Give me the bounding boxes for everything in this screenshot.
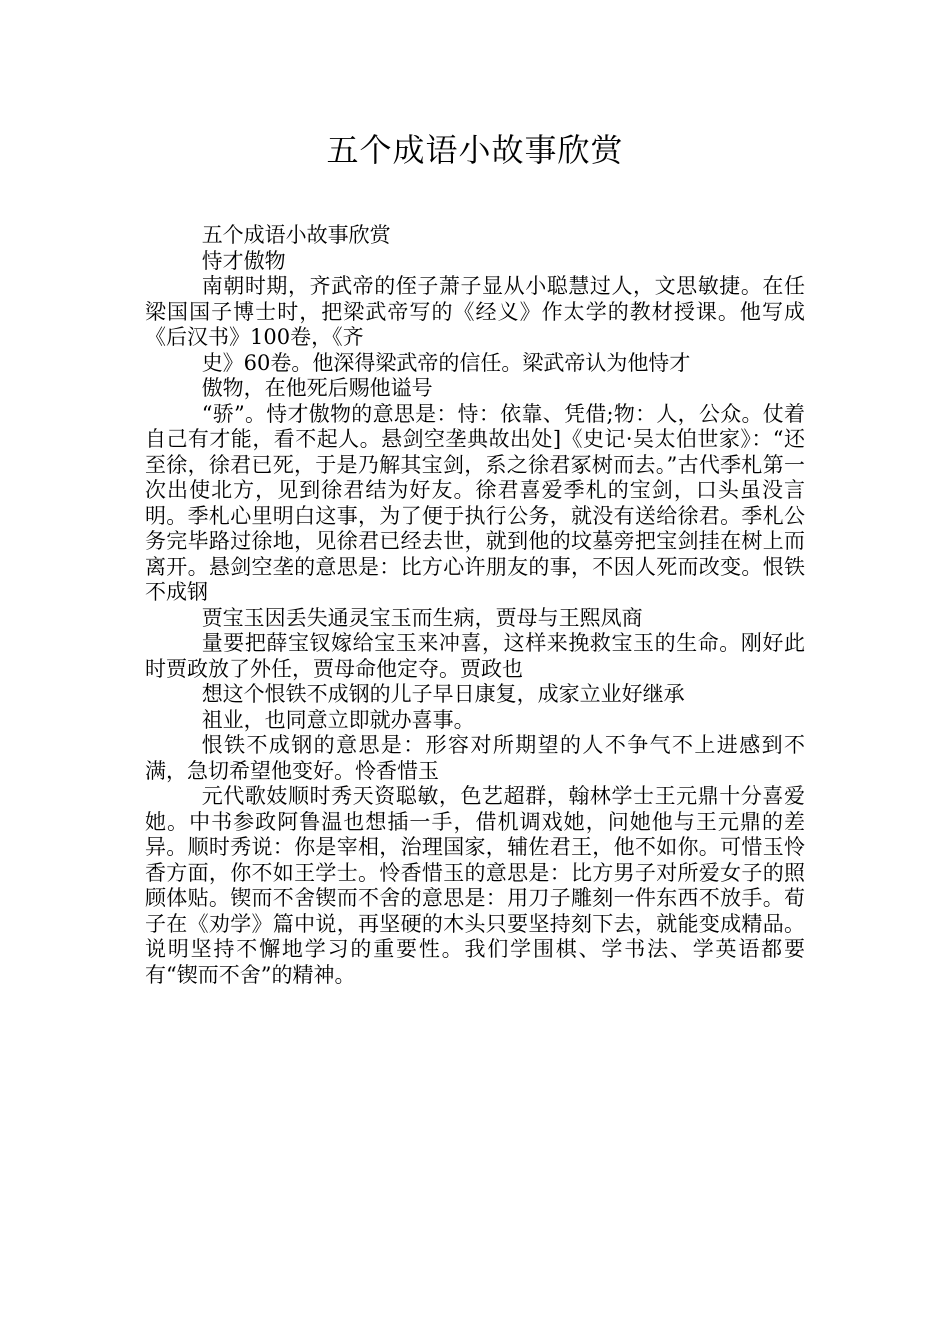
paragraph-3: 南朝时期，齐武帝的侄子萧子显从小聪慧过人，文思敏捷。在任梁国国子博士时，把梁武帝写的《经义》作太学的教材授课。他写成《后汉书》100卷，《齐 bbox=[145, 274, 805, 349]
paragraph-5: 傲物，在他死后赐他谥号 bbox=[201, 376, 433, 400]
paragraph-12: 元代歌妓顺时秀天资聪敏，色艺超群，翰林学士王元鼎十分喜爱她。中书参政阿鲁温也想插一手，借机调戏她，问她他与王元鼎的差异。顺时秀说：你是宰相，治理国家，辅佐君王，他不如你。可惜玉怜香方面，你不如王学士。怜香惜玉的意思是：比方男子对所爱女子的照顾体贴。锲而不舍锲而不舍的意思是：用刀子雕刻一件东西不放手。荀子在《劝学》篇中说，再坚硬的木头只要坚持刻下去，就能变成精品。说明坚持不懈地学习的重要性。我们学围棋、学书法、学英语都要有“锲而不舍”的精神。 bbox=[145, 784, 805, 987]
paragraph-10: 祖业，也同意立即就办喜事。 bbox=[201, 707, 475, 732]
page-title: 五个成语小故事欣赏 bbox=[326, 131, 624, 169]
paragraph-6: “骄”。恃才傲物的意思是：恃：依靠、凭借;物：人，公众。仗着自己有才能，看不起人。悬剑空垄典故出处]《史记·吴太伯世家》：“还至徐，徐君已死，于是乃解其宝剑，系之徐君冢树而去。”古代季札第一次出使北方，见到徐君结为好友。徐君喜爱季札的宝剑，口头虽没言明。季札心里明白这事，为了便于执行公务，就没有送给徐君。季札公务完毕路过徐地，见徐君已经去世，就到他的坟墓旁把宝剑挂在树上而离开。悬剑空垄的意思是：比方心许朋友的事，不因人死而改变。恨铁不成钢 bbox=[145, 401, 805, 604]
document-body bbox=[145, 223, 805, 988]
paragraph-1: 五个成语小故事欣赏 bbox=[201, 223, 391, 247]
paragraph-4: 史》60卷。他深得梁武帝的信任。梁武帝认为他恃才 bbox=[201, 350, 691, 375]
paragraph-11: 恨铁不成钢的意思是：形容对所期望的人不争气不上进感到不满，急切希望他变好。怜香惜玉 bbox=[145, 733, 805, 783]
paragraph-2: 恃才傲物 bbox=[201, 248, 286, 273]
paragraph-7: 贾宝玉因丢失通灵宝玉而生病，贾母与王熙凤商 bbox=[201, 605, 643, 630]
paragraph-9: 想这个恨铁不成钢的儿子早日康复，成家立业好继承 bbox=[201, 682, 685, 706]
paragraph-8: 量要把薛宝钗嫁给宝玉来冲喜，这样来挽救宝玉的生命。刚好此时贾政放了外任，贾母命他定夺。贾政也 bbox=[145, 631, 805, 681]
